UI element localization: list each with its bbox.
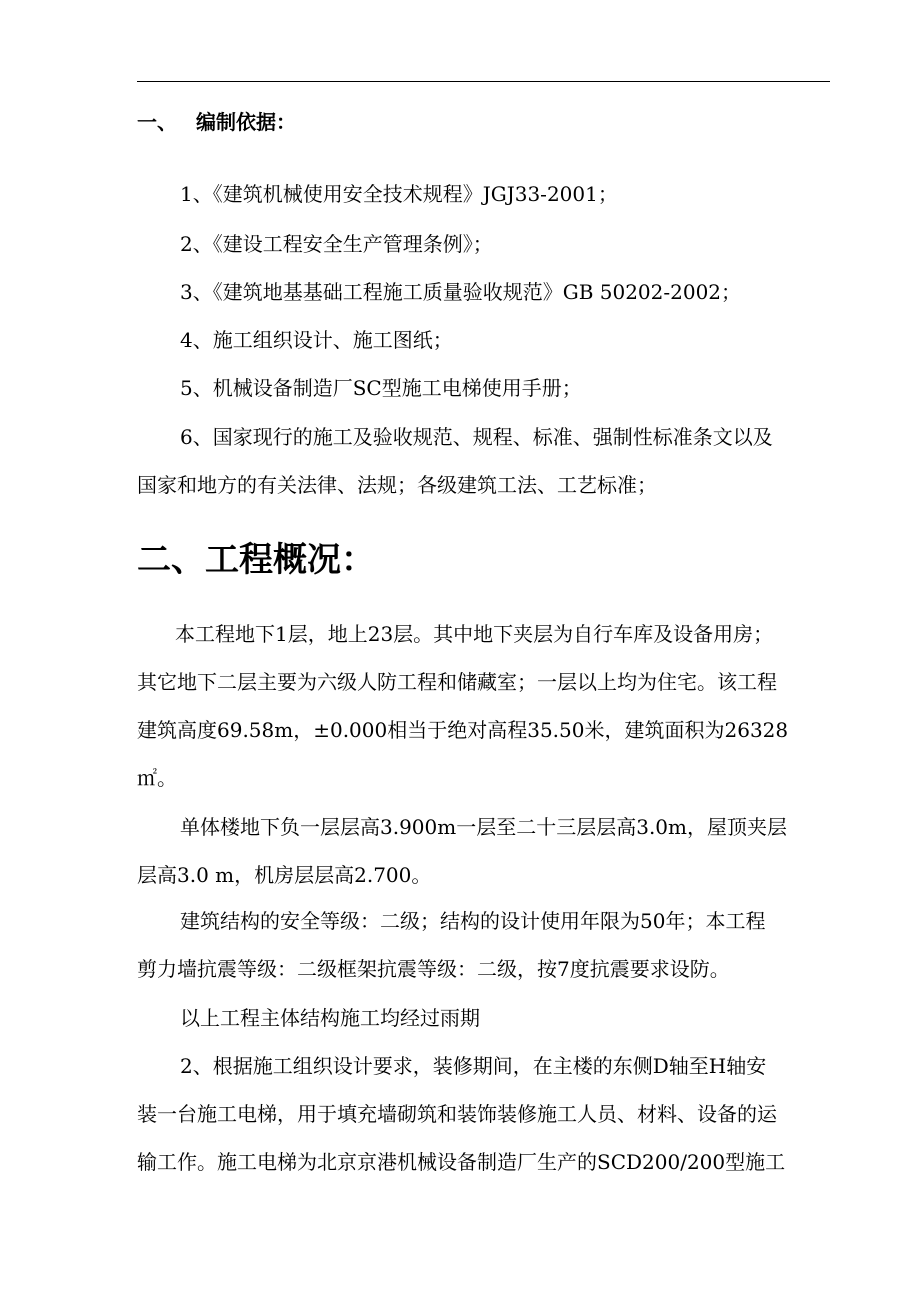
paragraph-line: 本工程地下1层，地上23层。其中地下夹层为自行车库及设备用房； bbox=[175, 622, 774, 646]
basis-item: 6、国家现行的施工及验收规范、规程、标准、强制性标准条文以及 bbox=[180, 425, 773, 449]
section2-heading: 二、工程概况： bbox=[137, 540, 375, 580]
basis-item: 3、《建筑地基基础工程施工质量验收规范》GB 50202-2002； bbox=[180, 280, 742, 304]
basis-item-continuation: 国家和地方的有关法律、法规；各级建筑工法、工艺标准； bbox=[137, 473, 657, 497]
paragraph-line: 以上工程主体结构施工均经过雨期 bbox=[180, 1006, 480, 1030]
paragraph-line: 2、根据施工组织设计要求，装修期间，在主楼的东侧D轴至H轴安 bbox=[180, 1054, 767, 1078]
paragraph-line: 剪力墙抗震等级：二级框架抗震等级：二级，按7度抗震要求设防。 bbox=[137, 957, 730, 981]
basis-item: 2、《建设工程安全生产管理条例》； bbox=[180, 232, 493, 256]
paragraph-line: 建筑结构的安全等级：二级；结构的设计使用年限为50年；本工程 bbox=[180, 909, 766, 933]
header-rule bbox=[137, 81, 830, 82]
paragraph-line: 建筑高度69.58m，±0.000相当于绝对高程35.50米，建筑面积为26328 bbox=[137, 718, 789, 742]
paragraph-line: 装一台施工电梯，用于填充墙砌筑和装饰装修施工人员、材料、设备的运 bbox=[137, 1102, 777, 1126]
basis-item: 4、施工组织设计、施工图纸； bbox=[180, 328, 453, 352]
paragraph-line: 层高3.0 m，机房层层高2.700。 bbox=[137, 863, 432, 887]
paragraph-line: 输工作。施工电梯为北京京港机械设备制造厂生产的SCD200/200型施工 bbox=[137, 1150, 786, 1174]
paragraph-line: ㎡。 bbox=[137, 766, 177, 790]
paragraph-line: 单体楼地下负一层层高3.900m一层至二十三层层高3.0m，屋顶夹层 bbox=[180, 815, 787, 839]
basis-item: 1、《建筑机械使用安全技术规程》JGJ33-2001； bbox=[180, 182, 618, 206]
basis-item: 5、机械设备制造厂SC型施工电梯使用手册； bbox=[180, 376, 582, 400]
section1-heading-number: 一、 bbox=[137, 110, 177, 134]
section1-heading: 编制依据： bbox=[196, 110, 296, 134]
paragraph-line: 其它地下二层主要为六级人防工程和储藏室；一层以上均为住宅。该工程 bbox=[137, 670, 777, 694]
